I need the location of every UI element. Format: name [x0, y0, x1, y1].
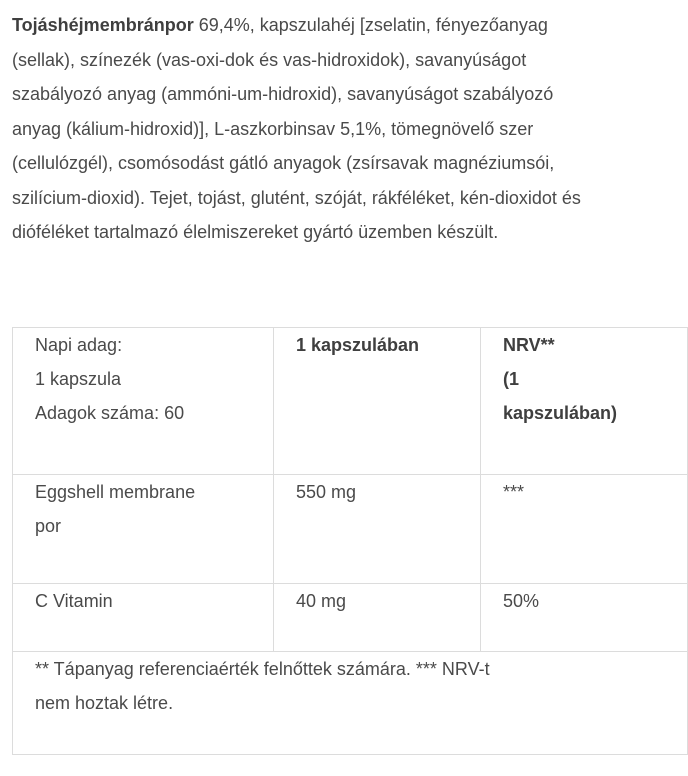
footnote: [13, 652, 688, 755]
nutrition-table: [12, 327, 688, 755]
nutrient-amount: 40 mg: [274, 584, 481, 652]
serving-value: 1 kapszula: [35, 369, 122, 389]
ingredient-name: Tojáshéjmembránpor: [12, 15, 194, 35]
footnote-line: ** Tápanyag referenciaérték felnőttek számára. *** NRV-t: [35, 659, 490, 679]
footnote-line: nem hoztak létre.: [35, 693, 174, 713]
nrv-label: NRV**: [503, 335, 555, 355]
nutrient-name-line: Eggshell membrane: [35, 482, 196, 502]
table-row: [13, 584, 688, 652]
footnote-row: [13, 652, 688, 755]
nutrient-amount: 550 mg: [274, 475, 481, 584]
table-header-row: [13, 328, 688, 475]
nrv-label-2: (1: [503, 369, 520, 389]
nutrient-nrv: ***: [481, 475, 688, 584]
ingredients-paragraph: [12, 8, 592, 250]
table-row: [13, 475, 688, 584]
nrv-header: [481, 328, 688, 475]
nutrient-nrv: 50%: [481, 584, 688, 652]
doses-count: Adagok száma: 60: [35, 403, 185, 423]
nrv-label-3: kapszulában): [503, 403, 618, 423]
nutrient-name: [13, 475, 274, 584]
nutrient-name: C Vitamin: [13, 584, 274, 652]
nutrient-name-line: por: [35, 516, 62, 536]
serving-cell: [13, 328, 274, 475]
serving-label: Napi adag:: [35, 335, 123, 355]
ingredients-text: 69,4%, kapszulahéj [zselatin, fényezőanyag (sellak), színezék (vas-oxi-dok és vas-hidroxidok), savanyúságot szabályozó anyag (ammóni-um-hidroxid), savanyúságot szabályozó anyag (kálium-hidroxid)], L-aszkorbinsav 5,1%, tömegnövelő szer (cellulózgél), csomósodást gátló anyagok (zsírsavak magnéziumsói, szilícium-dioxid). Tejet, tojást, glutént, szóját, rákféléket, kén-dioxidot és dióféléket tartalmazó élelmiszereket gyártó üzemben készült.: [12, 15, 581, 242]
per-capsule-header: [274, 328, 481, 475]
per-capsule-label: 1 kapszulában: [296, 335, 420, 355]
